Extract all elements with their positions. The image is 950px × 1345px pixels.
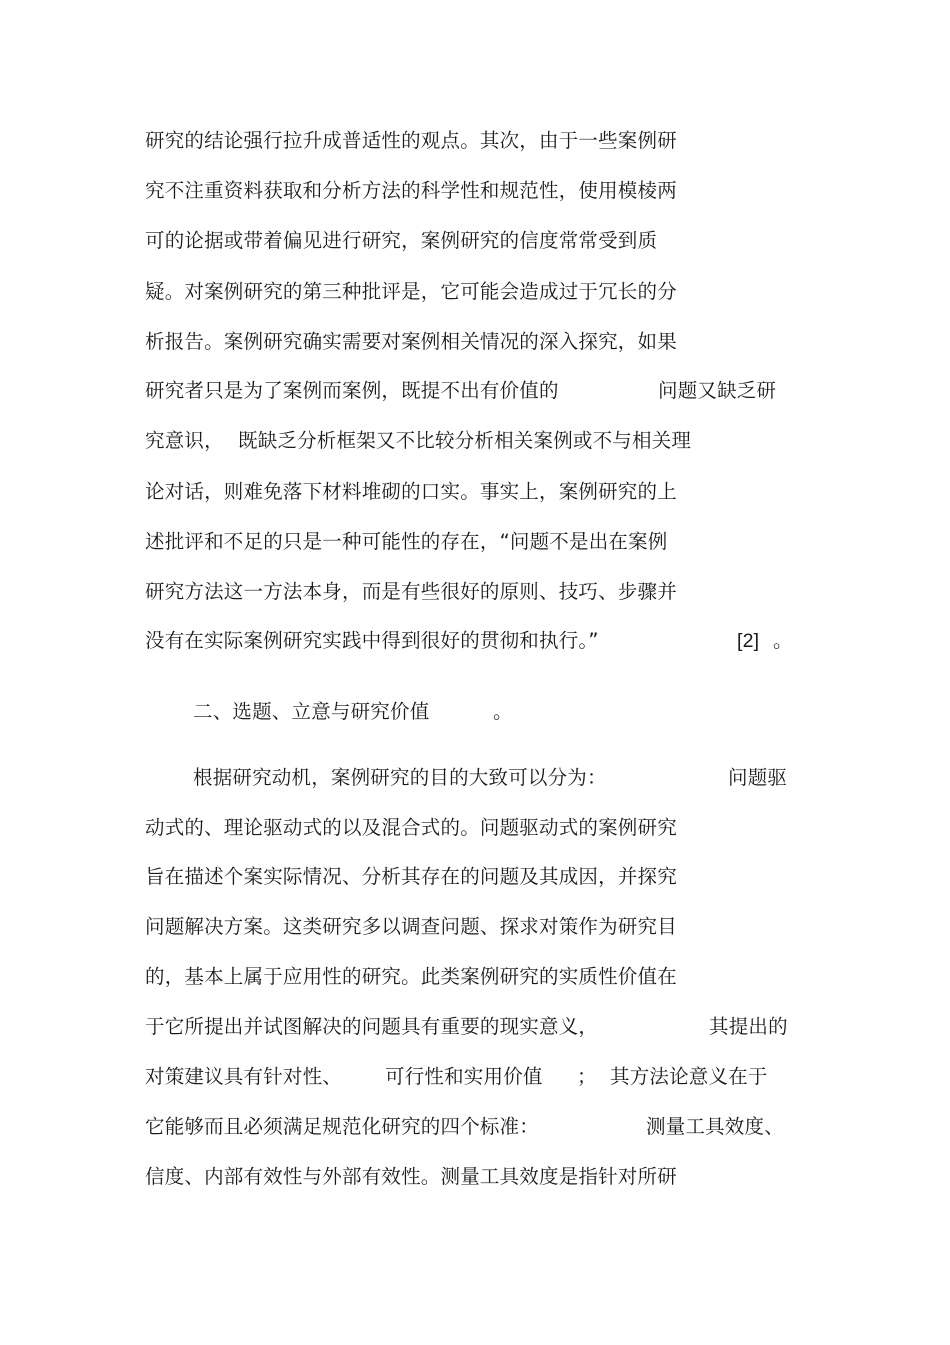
text-segment: 其提出的 xyxy=(709,1015,788,1038)
text-segment: 其方法论意义在于 xyxy=(610,1065,768,1088)
text-line: 的，基本上属于应用性的研究。此类案例研究的实质性价值在 xyxy=(145,965,677,988)
text-segment: 根据研究动机，案例研究的目的大致可以分为： xyxy=(193,766,607,789)
text-line: 论对话，则难免落下材料堆砌的口实。事实上，案例研究的上 xyxy=(145,480,677,503)
text-segment: 研究者只是为了案例而案例，既提不出有价值的 xyxy=(145,379,559,402)
text-segment: 可行性和实用价值 xyxy=(385,1065,543,1088)
text-segment: 究意识， xyxy=(145,429,224,452)
text-line: 可的论据或带着偏见进行研究，案例研究的信度常常受到质 xyxy=(145,229,658,252)
text-segment: 。 xyxy=(773,629,793,652)
heading-end: 。 xyxy=(493,700,513,723)
text-line: 析报告。案例研究确实需要对案例相关情况的深入探究，如果 xyxy=(145,330,677,353)
text-segment: 于它所提出并试图解决的问题具有重要的现实意义， xyxy=(145,1015,599,1038)
text-segment: 没有在实际案例研究实践中得到很好的贯彻和执行。” xyxy=(145,629,599,652)
text-segment: 既缺乏分析框架又不比较分析相关案例或不与相关理 xyxy=(238,429,692,452)
text-segment: 问题驱 xyxy=(728,766,788,789)
heading-text: 二、选题、立意与研究价值 xyxy=(193,700,430,723)
text-segment: 对策建议具有针对性、 xyxy=(145,1065,343,1088)
text-line: 信度、内部有效性与外部有效性。测量工具效度是指针对所研 xyxy=(145,1165,677,1188)
citation-reference: [2] xyxy=(737,630,760,652)
text-line: 述批评和不足的只是一种可能性的存在，“问题不是出在案例 xyxy=(145,530,668,553)
text-line: 研究的结论强行拉升成普适性的观点。其次，由于一些案例研 xyxy=(145,129,677,152)
text-segment: ； xyxy=(577,1065,597,1088)
text-segment: 它能够而且必须满足规范化研究的四个标准： xyxy=(145,1115,540,1138)
text-line: 究不注重资料获取和分析方法的科学性和规范性，使用模棱两 xyxy=(145,179,677,202)
text-line: 问题解决方案。这类研究多以调查问题、探求对策作为研究目 xyxy=(145,915,677,938)
text-line: 旨在描述个案实际情况、分析其存在的问题及其成因，并探究 xyxy=(145,865,677,888)
text-line: 疑。对案例研究的第三种批评是，它可能会造成过于冗长的分 xyxy=(145,280,677,303)
text-segment: 问题又缺乏研 xyxy=(658,379,777,402)
text-line: 动式的、理论驱动式的以及混合式的。问题驱动式的案例研究 xyxy=(145,816,677,839)
text-segment: 测量工具效度、 xyxy=(646,1115,784,1138)
text-line: 研究方法这一方法本身，而是有些很好的原则、技巧、步骤并 xyxy=(145,580,677,603)
